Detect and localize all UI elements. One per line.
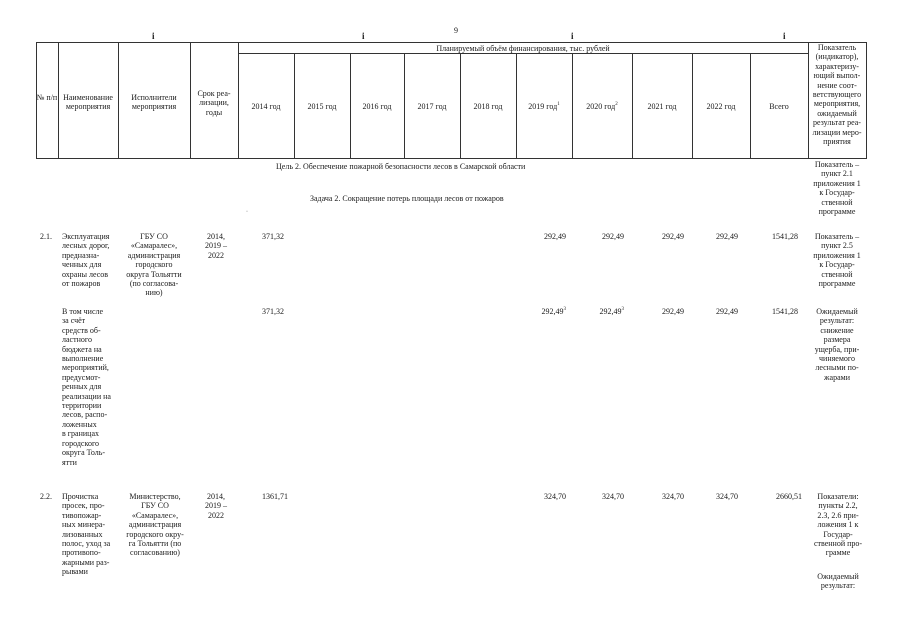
- header-year-2014: 2014 год: [251, 102, 281, 111]
- row-2-1-sub-2022: 292,49: [716, 307, 738, 316]
- row-2-1-indicator: Показатель – пункт 2.5 приложения 1 к Государ- ственной программе: [813, 232, 861, 289]
- header-bottom-line: [36, 158, 867, 159]
- row-2-2-expected: Ожидаемый результат:: [817, 572, 859, 591]
- row-2-2-2019: 324,70: [544, 492, 566, 501]
- footnote-mark: 2: [615, 102, 618, 107]
- row-2-2-2020: 324,70: [602, 492, 624, 501]
- row-2-1-sub-name: В том числе за счёт средств об- ластного бюджета на выполнение мероприятий, предусмот- ренных для реализации на территории лесов, распо- ложенных в границах городского округа Толь- ятти: [62, 307, 111, 467]
- header-year-2017: 2017 год: [417, 102, 447, 111]
- header-total: Всего: [769, 102, 789, 111]
- row-2-2-2022: 324,70: [716, 492, 738, 501]
- footnote-mark: 1: [557, 102, 560, 107]
- row-2-2-2021: 324,70: [662, 492, 684, 501]
- header-name: Наименование мероприятия: [63, 93, 113, 112]
- row-2-1-2022: 292,49: [716, 232, 738, 241]
- row-2-1-sub-2019: [516, 307, 566, 316]
- header-year-2021: 2021 год: [647, 102, 677, 111]
- row-2-2-executors: Министерство, ГБУ СО «Самаралес», администрация городского окру- га Тольятти (по согласованию): [126, 492, 184, 558]
- row-2-1-sub-2019-value: 292,49: [541, 307, 564, 316]
- row-2-1-2014: 371,32: [262, 232, 284, 241]
- footnote-mark: 3: [563, 307, 566, 312]
- header-term: Срок реа- лизации, годы: [197, 89, 231, 117]
- top-mark-1: і: [152, 31, 155, 41]
- row-2-2-2014: 1361,71: [262, 492, 288, 501]
- row-2-2-name: Прочистка просек, про- тивопожар- ных минера- лизованных полос, уход за противопо- жарными раз- рывами: [62, 492, 111, 577]
- top-mark-2: і: [362, 31, 365, 41]
- row-2-1-sub-2020: [572, 307, 624, 316]
- header-year-2019: [516, 102, 572, 111]
- row-2-1-num: 2.1.: [40, 232, 52, 241]
- task-text: Задача 2. Сокращение потерь площади лесов от пожаров: [310, 194, 504, 203]
- header-year-2020: [572, 102, 632, 111]
- row-2-1-total: 1541,28: [772, 232, 798, 241]
- dot-mark: ·: [246, 209, 248, 215]
- top-mark-page: 9: [454, 26, 458, 35]
- header-year-2022: 2022 год: [706, 102, 736, 111]
- row-2-1-2019: 292,49: [544, 232, 566, 241]
- top-mark-4: і: [783, 31, 786, 41]
- row-2-1-sub-total: 1541,28: [772, 307, 798, 316]
- row-2-1-2021: 292,49: [662, 232, 684, 241]
- header-num: № п/п: [36, 93, 58, 102]
- top-mark-3: і: [571, 31, 574, 41]
- row-2-1-2020: 292,49: [602, 232, 624, 241]
- header-year-2019-label: 2019 год: [528, 102, 558, 111]
- row-2-1-sub-2014: 371,32: [262, 307, 284, 316]
- row-2-1-sub-2020-value: 292,49: [599, 307, 622, 316]
- footnote-mark: 3: [621, 307, 624, 312]
- header-top-line: [36, 42, 867, 43]
- header-year-2015: 2015 год: [307, 102, 337, 111]
- goal-text: Цель 2. Обеспечение пожарной безопасности лесов в Самарской области: [276, 162, 526, 171]
- header-financing-group: Планируемый объём финансирования, тыс. рублей: [436, 44, 610, 53]
- row-2-1-sub-indicator: Ожидаемый результат: снижение размера ущерба, при- чиняемого лесными по- жарами: [814, 307, 860, 382]
- header-year-2016: 2016 год: [362, 102, 392, 111]
- row-2-1-executors: ГБУ СО «Самаралес», администрация городского округа Тольятти (по согласова- нию): [126, 232, 182, 298]
- row-2-1-name: Эксплуатация лесных дорог, предназна- ченных для охраны лесов от пожаров: [62, 232, 110, 289]
- row-2-2-num: 2.2.: [40, 492, 52, 501]
- row-2-1-term: 2014, 2019 – 2022: [205, 232, 227, 260]
- header-year-2020-label: 2020 год: [586, 102, 616, 111]
- row-2-2-term: 2014, 2019 – 2022: [205, 492, 227, 520]
- grid-v-4: [238, 42, 239, 158]
- header-indicator: Показатель (индикатор), характеризу- ющий выпол- нение соот- ветствующего мероприятия, ожидаемый результат реа- лизации меро- приятия: [812, 43, 862, 147]
- goal-indicator: Показатель – пункт 2.1 приложения 1 к Государ- ственной программе: [813, 160, 861, 217]
- row-2-2-indicator: Показатели: пункты 2.2, 2.3, 2.6 при- ложения 1 к Государ- ственной про- грамме: [813, 492, 863, 558]
- header-executors: Исполнители мероприятия: [131, 93, 177, 112]
- row-2-2-total: 2660,51: [776, 492, 802, 501]
- row-2-1-sub-2021: 292,49: [662, 307, 684, 316]
- grid-v-15: [866, 42, 867, 158]
- header-year-2018: 2018 год: [473, 102, 503, 111]
